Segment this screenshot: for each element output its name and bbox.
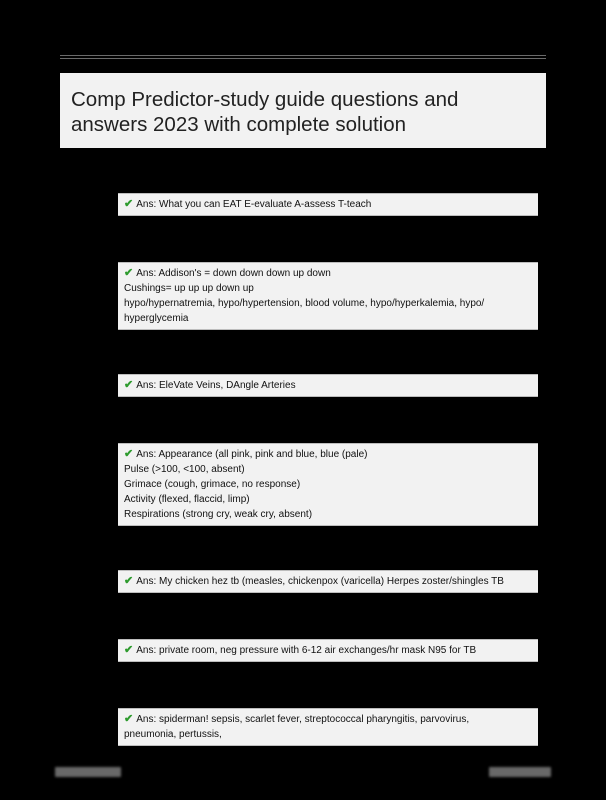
answer-line: Ans: What you can EAT E-evaluate A-assess T-teach: [136, 199, 372, 210]
checkmark-icon: ✔: [124, 575, 134, 587]
answer-line: Respirations (strong cry, weak cry, absent): [124, 509, 313, 520]
checkmark-icon: ✔: [124, 198, 134, 210]
footer-left-mark: [55, 767, 121, 777]
checkmark-icon: ✔: [124, 448, 134, 460]
answer-box-1: [118, 193, 538, 216]
top-rule: [60, 55, 546, 59]
answer-line: Cushings= up up up down up: [124, 283, 254, 294]
answer-box-6: [118, 639, 538, 662]
answer-box-7: [118, 708, 538, 746]
footer-right-mark: [489, 767, 551, 777]
title-line-2: answers 2023 with complete solution: [71, 113, 407, 136]
answer-line: Pulse (>100, <100, absent): [124, 464, 245, 475]
page-title: [71, 87, 546, 137]
answer-line: Ans: EleVate Veins, DAngle Arteries: [136, 380, 296, 391]
answer-line: Ans: private room, neg pressure with 6-12 air exchanges/hr mask N95 for TB: [136, 645, 477, 656]
answer-line: Ans: Appearance (all pink, pink and blue, blue (pale): [136, 449, 368, 460]
checkmark-icon: ✔: [124, 713, 134, 725]
answer-box-2: [118, 262, 538, 330]
answer-line: hyperglycemia: [124, 313, 189, 324]
answer-line: Ans: Addison's = down down down up down: [136, 268, 331, 279]
checkmark-icon: ✔: [124, 644, 134, 656]
title-box: [60, 73, 546, 148]
answer-line: Grimace (cough, grimace, no response): [124, 479, 301, 490]
title-line-1: Comp Predictor-study guide questions and: [71, 88, 459, 111]
answer-box-5: [118, 570, 538, 593]
answer-line: Ans: My chicken hez tb (measles, chickenpox (varicella) Herpes zoster/shingles TB: [136, 576, 504, 587]
checkmark-icon: ✔: [124, 267, 134, 279]
answer-line: pneumonia, pertussis,: [124, 729, 222, 740]
checkmark-icon: ✔: [124, 379, 134, 391]
answer-line: hypo/hypernatremia, hypo/hypertension, blood volume, hypo/hyperkalemia, hypo/: [124, 298, 485, 309]
answer-box-4: [118, 443, 538, 526]
answer-box-3: [118, 374, 538, 397]
answer-line: Ans: spiderman! sepsis, scarlet fever, streptococcal pharyngitis, parvovirus,: [136, 714, 470, 725]
answer-line: Activity (flexed, flaccid, limp): [124, 494, 250, 505]
